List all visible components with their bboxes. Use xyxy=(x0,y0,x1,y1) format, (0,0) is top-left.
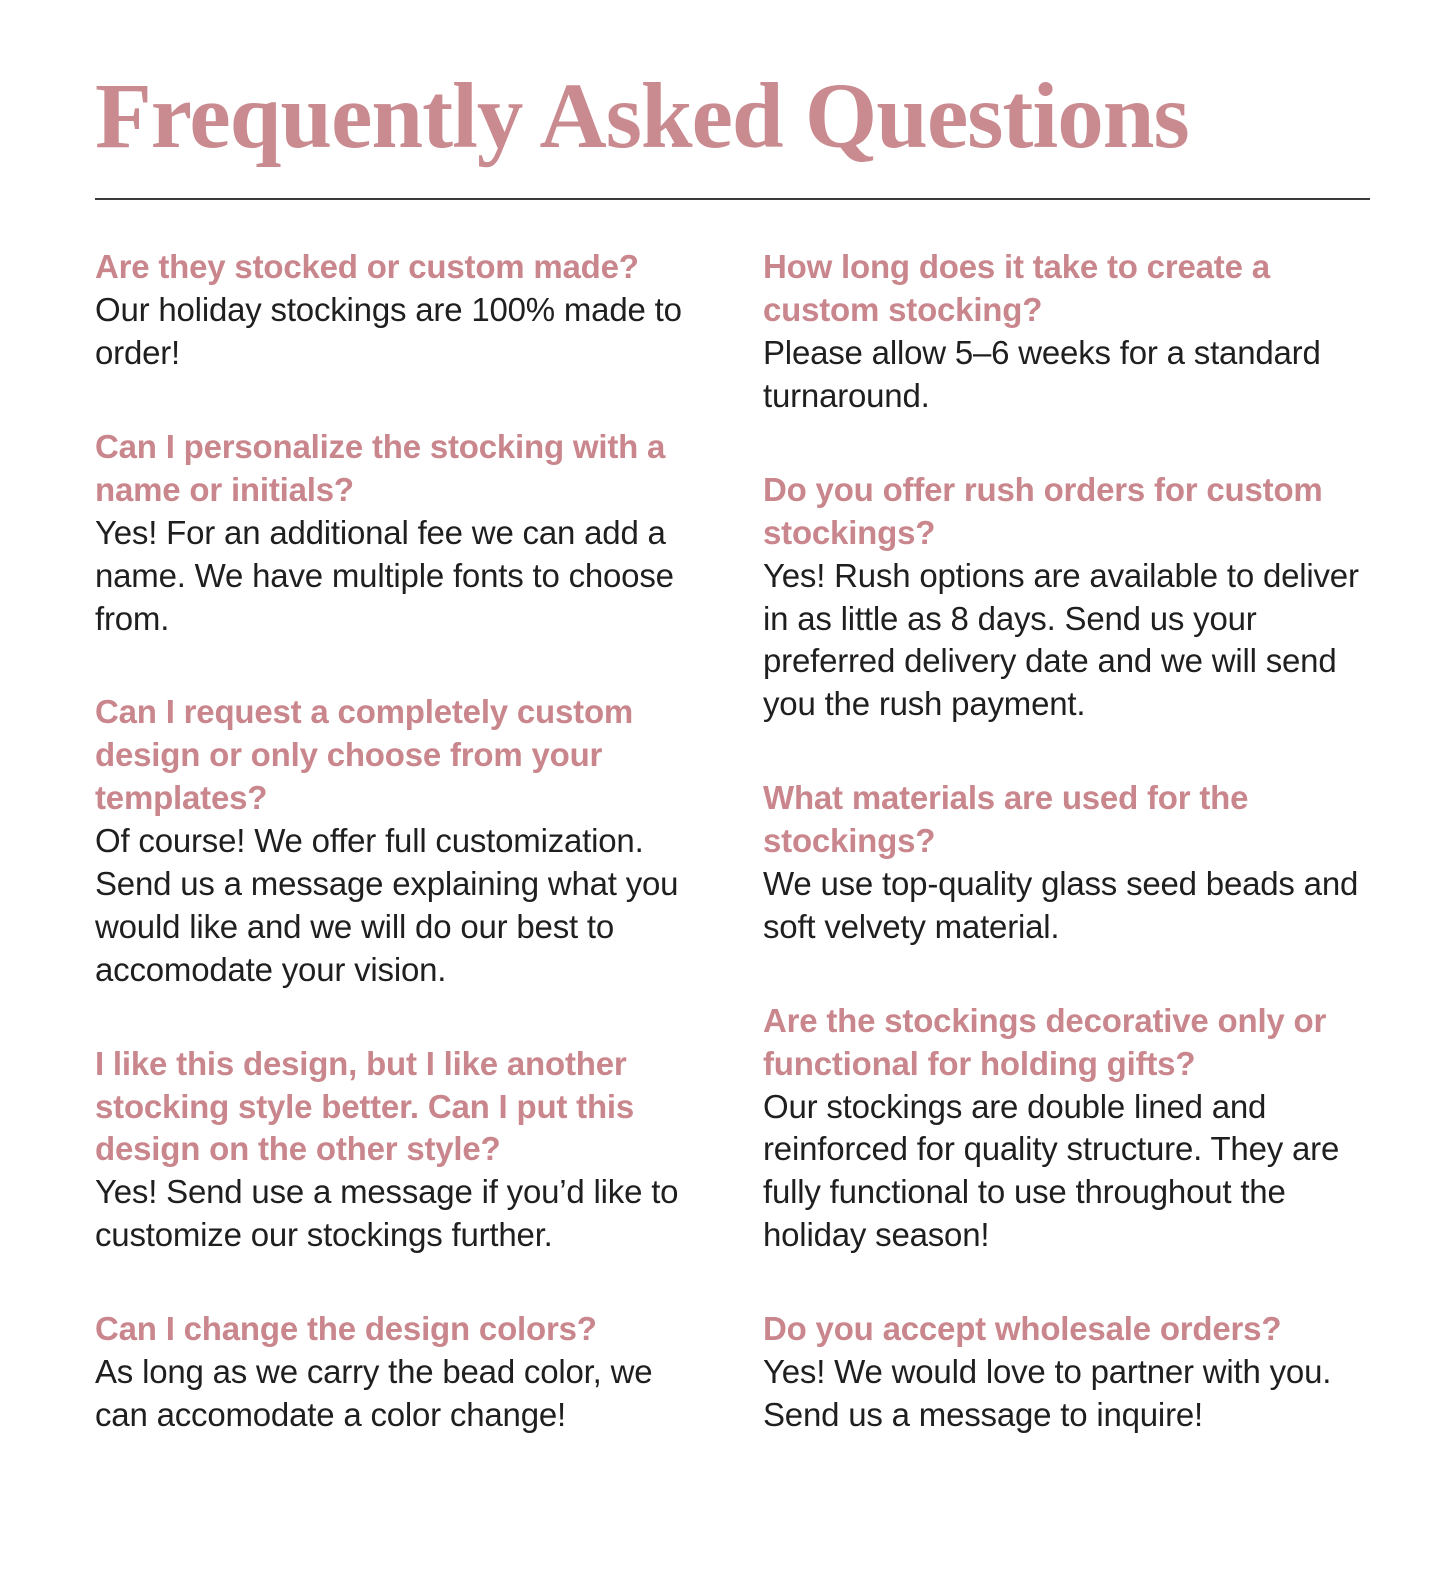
faq-item xyxy=(95,426,705,640)
faq-item xyxy=(95,1308,705,1437)
faq-question: Are they stocked or custom made? xyxy=(95,248,639,286)
faq-question: Do you accept wholesale orders? xyxy=(763,1310,1282,1348)
faq-question: I like this design, but I like another stocking style better. Can I put this design on the other style? xyxy=(95,1044,635,1168)
faq-answer: We use top-quality glass seed beads and soft velvety material. xyxy=(763,864,1359,945)
faq-item xyxy=(95,1043,705,1257)
faq-question: Do you offer rush orders for custom stockings? xyxy=(763,470,1323,551)
faq-question: What materials are used for the stockings? xyxy=(763,779,1249,860)
faq-columns xyxy=(95,246,1370,1487)
faq-question: Are the stockings decorative only or functional for holding gifts? xyxy=(763,1001,1327,1082)
faq-item xyxy=(763,1308,1370,1437)
faq-answer: As long as we carry the bead color, we can accomodate a color change! xyxy=(95,1353,653,1433)
faq-question: Can I personalize the stocking with a name or initials? xyxy=(95,427,666,508)
faq-question: Can I request a completely custom design or only choose from your templates? xyxy=(95,693,634,817)
faq-answer: Yes! For an additional fee we can add a name. We have multiple fonts to choose from. xyxy=(95,513,674,637)
page-title: Frequently Asked Questions xyxy=(95,65,1189,168)
faq-item xyxy=(763,469,1370,726)
faq-answer: Our holiday stockings are 100% made to order! xyxy=(95,291,682,372)
faq-item xyxy=(95,246,705,375)
faq-item xyxy=(95,691,705,991)
title-divider xyxy=(95,198,1370,200)
faq-answer: Of course! We offer full customization. Send us a message explaining what you would like and we will do our best to accomodate your vision. xyxy=(95,822,679,988)
faq-answer: Yes! Send use a message if you’d like to customize our stockings further. xyxy=(95,1173,679,1254)
faq-answer: Our stockings are double lined and reinforced for quality structure. They are fully functional to use throughout the holiday season! xyxy=(763,1087,1340,1254)
faq-question: How long does it take to create a custom stocking? xyxy=(763,248,1270,329)
faq-answer: Yes! Rush options are available to deliver in as little as 8 days. Send us your preferred delivery date and we will send you the rush payment. xyxy=(763,556,1359,723)
faq-answer: Please allow 5–6 weeks for a standard turnaround. xyxy=(763,334,1321,414)
faq-item xyxy=(763,1000,1370,1257)
faq-item xyxy=(763,777,1370,949)
faq-item xyxy=(763,246,1370,418)
faq-column-right xyxy=(763,246,1370,1487)
faq-answer: Yes! We would love to partner with you. Send us a message to inquire! xyxy=(763,1353,1332,1433)
faq-question: Can I change the design colors? xyxy=(95,1310,597,1348)
faq-column-left xyxy=(95,246,705,1487)
